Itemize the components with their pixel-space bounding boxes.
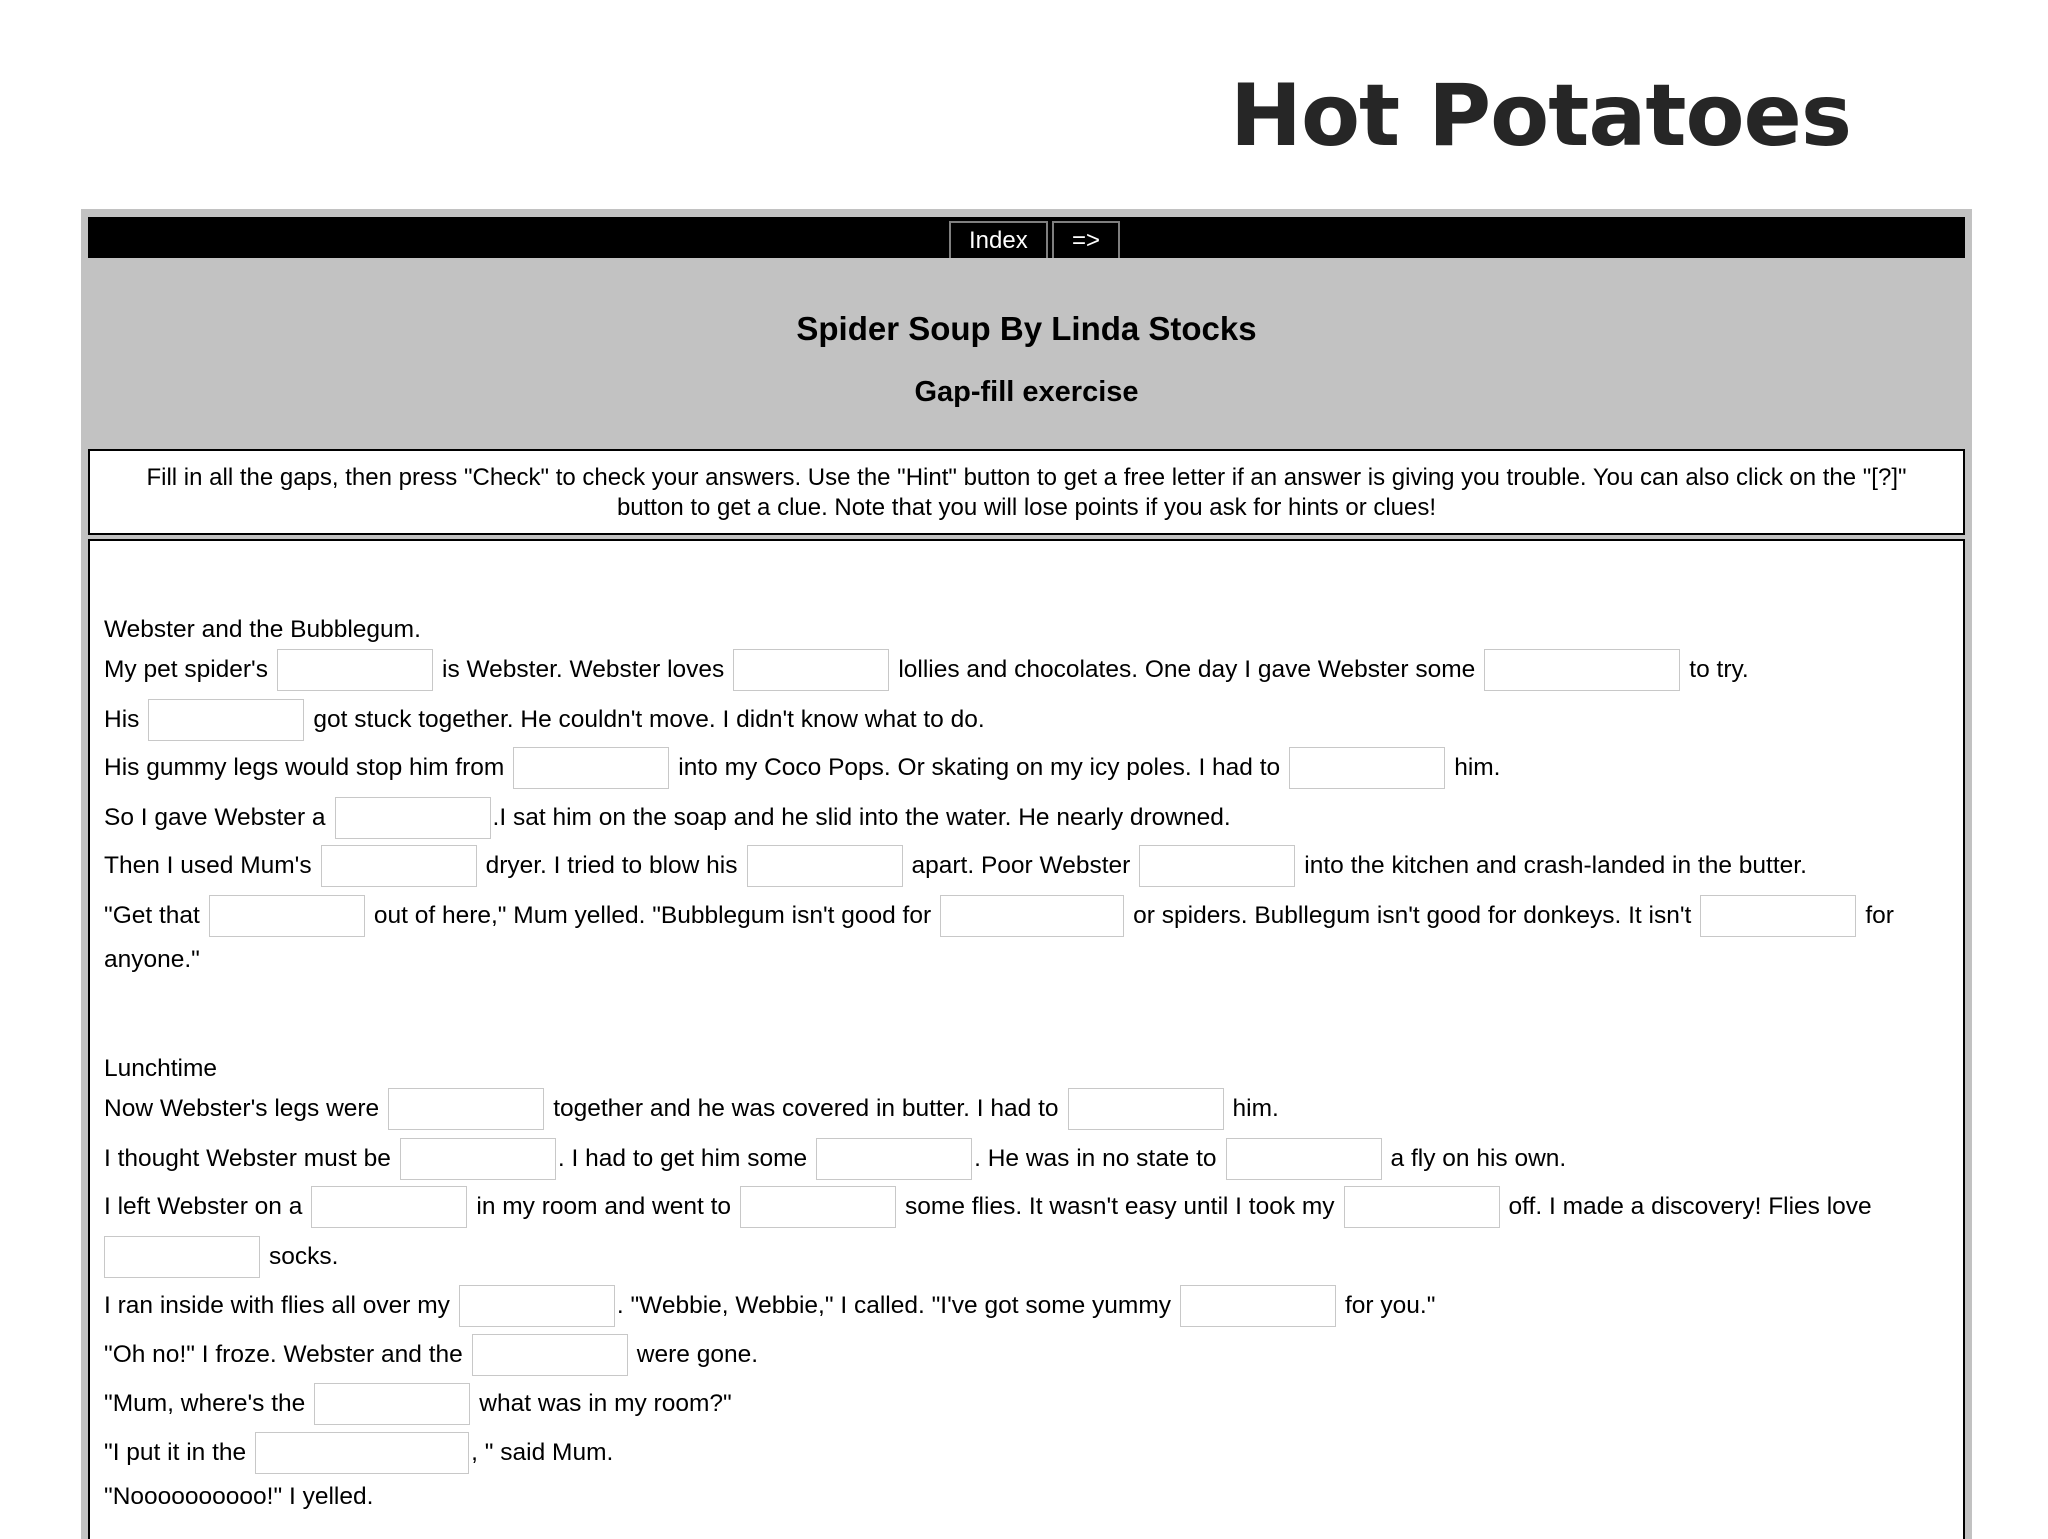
gap-input[interactable] — [1068, 1088, 1224, 1130]
instructions-box — [88, 449, 1965, 535]
story-line: Then I used Mum's dryer. I tried to blow his apart. Poor Webster into the kitchen and crash-landed in the butter. — [104, 845, 1807, 887]
gap-input[interactable] — [1289, 747, 1445, 789]
gap-input[interactable] — [733, 649, 889, 691]
gap-input[interactable] — [816, 1138, 972, 1180]
gap-input[interactable] — [255, 1432, 469, 1474]
exercise-frame — [81, 209, 1972, 1539]
gap-input[interactable] — [314, 1383, 470, 1425]
gap-input[interactable] — [513, 747, 669, 789]
gap-input[interactable] — [1344, 1186, 1500, 1228]
story-heading: Lunchtime — [104, 1055, 218, 1082]
navigation-bar — [88, 217, 1965, 258]
story-line: I left Webster on a in my room and went to some flies. It wasn't easy until I took my off. I made a discovery! Flies love — [104, 1186, 1872, 1228]
next-exercise-button[interactable]: => — [1052, 221, 1120, 258]
story-line: "Mum, where's the what was in my room?" — [104, 1383, 732, 1425]
gap-input[interactable] — [388, 1088, 544, 1130]
gap-input[interactable] — [148, 699, 304, 741]
gap-input[interactable] — [311, 1186, 467, 1228]
story-line: "Noooooooooo!" I yelled. — [104, 1483, 374, 1510]
gap-input[interactable] — [277, 649, 433, 691]
exercise-title: Spider Soup By Linda Stocks — [796, 310, 1257, 347]
gap-input[interactable] — [104, 1236, 260, 1278]
gap-input[interactable] — [740, 1186, 896, 1228]
slide-title: Hot Potatoes — [1230, 66, 1852, 166]
story-line: "Oh no!" I froze. Webster and the were gone. — [104, 1334, 758, 1376]
gap-input[interactable] — [335, 797, 491, 839]
gap-input[interactable] — [1700, 895, 1856, 937]
exercise-subtitle: Gap-fill exercise — [914, 376, 1139, 408]
story-line: Now Webster's legs were together and he was covered in butter. I had to him. — [104, 1088, 1279, 1130]
story-line: My pet spider's is Webster. Webster loves lollies and chocolates. One day I gave Webster some to try. — [104, 649, 1749, 691]
gap-input[interactable] — [1226, 1138, 1382, 1180]
story-line: I thought Webster must be . I had to get him some . He was in no state to a fly on his own. — [104, 1138, 1566, 1180]
story-line: "Get that out of here," Mum yelled. "Bubblegum isn't good for or spiders. Bubllegum isn't good for donkeys. It isn't for — [104, 895, 1894, 937]
gap-input[interactable] — [400, 1138, 556, 1180]
story-line: His got stuck together. He couldn't move. I didn't know what to do. — [104, 699, 985, 741]
gap-input[interactable] — [209, 895, 365, 937]
gap-input[interactable] — [321, 845, 477, 887]
gap-input[interactable] — [1180, 1285, 1336, 1327]
gap-input[interactable] — [940, 895, 1124, 937]
story-line: I ran inside with flies all over my . "Webbie, Webbie," I called. "I've got some yummy for you." — [104, 1285, 1435, 1327]
gap-input[interactable] — [747, 845, 903, 887]
gap-input[interactable] — [1139, 845, 1295, 887]
story-line: His gummy legs would stop him from into my Coco Pops. Or skating on my icy poles. I had to him. — [104, 747, 1500, 789]
gap-input[interactable] — [1484, 649, 1680, 691]
story-line: socks. — [104, 1236, 338, 1278]
story-heading: Webster and the Bubblegum. — [104, 616, 421, 643]
index-button[interactable]: Index — [949, 221, 1048, 258]
instructions-text: Fill in all the gaps, then press "Check" to check your answers. Use the "Hint" button to get a free letter if an answer is giving you trouble. You can also click on the "[?]" button to get a clue. Note that you will lose points if you ask for hints or clues! — [146, 464, 1907, 521]
gap-fill-text-area — [88, 539, 1965, 1539]
gap-input[interactable] — [459, 1285, 615, 1327]
story-line: So I gave Webster a .I sat him on the soap and he slid into the water. He nearly drowned. — [104, 797, 1231, 839]
gap-input[interactable] — [472, 1334, 628, 1376]
story-line: "I put it in the , " said Mum. — [104, 1432, 613, 1474]
story-line: anyone." — [104, 946, 200, 973]
